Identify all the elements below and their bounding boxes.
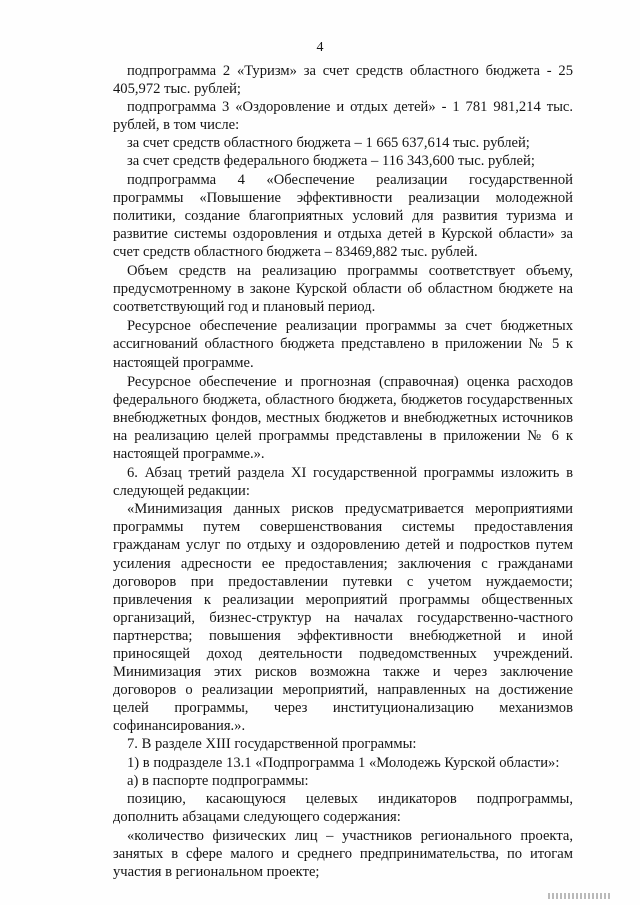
scan-artifact — [548, 893, 612, 899]
paragraph: подпрограмма 3 «Оздоровление и отдых детей» - 1 781 981,214 тыс. рублей, в том числе: — [113, 99, 573, 134]
paragraph: «Минимизация данных рисков предусматривается мероприятиями программы путем совершенствования системы предоставления гражданам услуг по отдыху и оздоровлению детей и подростков путем усиления адресности ее предоставления; заключения с гражданами договоров при предоставлении путевки с учетом нуждаемости; привлечения к реализации мероприятий программы общественных организаций, бизнес-структур на началах государственно-частного партнерства; повышения эффективности внебюджетной и иной приносящей доход деятельности подведомственных учреждений. Минимизация этих рисков возможна также и через заключение договоров о реализации мероприятий, направленных на достижение целей программы, через институционализацию механизмов софинансирования.». — [113, 501, 573, 735]
paragraph: Объем средств на реализацию программы соответствует объему, предусмотренному в законе Курской области об областном бюджете на соответствующий год и плановый период. — [113, 263, 573, 316]
paragraph: подпрограмма 2 «Туризм» за счет средств областного бюджета - 25 405,972 тыс. рублей; — [113, 63, 573, 98]
paragraph: «количество физических лиц – участников регионального проекта, занятых в сфере малого и среднего предпринимательства, по итогам участия в региональном проекте; — [113, 827, 573, 881]
paragraph: 7. В разделе XIII государственной программы: — [127, 736, 417, 753]
page-number: 4 — [316, 40, 324, 55]
paragraph: позицию, касающуюся целевых индикаторов подпрограммы, дополнить абзацами следующего содержания: — [113, 790, 573, 825]
paragraph: Ресурсное обеспечение реализации программы за счет бюджетных ассигнований областного бюджета представлено в приложении № 5 к настоящей программе. — [113, 318, 573, 371]
paragraph: а) в паспорте подпрограммы: — [127, 772, 309, 789]
paragraph: подпрограмма 4 «Обеспечение реализации государственной программы «Повышение эффективности реализации молодежной политики, создание благоприятных условий для развития туризма и развитие системы оздоровления и отдыха детей в Курской области» за счет средств областного бюджета – 83469,882 тыс. рублей. — [113, 171, 573, 260]
paragraph: за счет средств федерального бюджета – 116 343,600 тыс. рублей; — [127, 153, 535, 170]
document-body — [113, 62, 573, 881]
paragraph: Ресурсное обеспечение и прогнозная (справочная) оценка расходов федерального бюджета, областного бюджета, бюджетов государственных внебюджетных фондов, местных бюджетов и внебюджетных источников на реализацию целей программы представлены в приложении № 6 к настоящей программе.». — [113, 373, 573, 462]
paragraph: 6. Абзац третий раздела XI государственной программы изложить в следующей редакции: — [113, 465, 573, 500]
paragraph: 1) в подразделе 13.1 «Подпрограмма 1 «Молодежь Курской области»: — [127, 754, 560, 771]
paragraph: за счет средств областного бюджета – 1 665 637,614 тыс. рублей; — [127, 135, 530, 152]
